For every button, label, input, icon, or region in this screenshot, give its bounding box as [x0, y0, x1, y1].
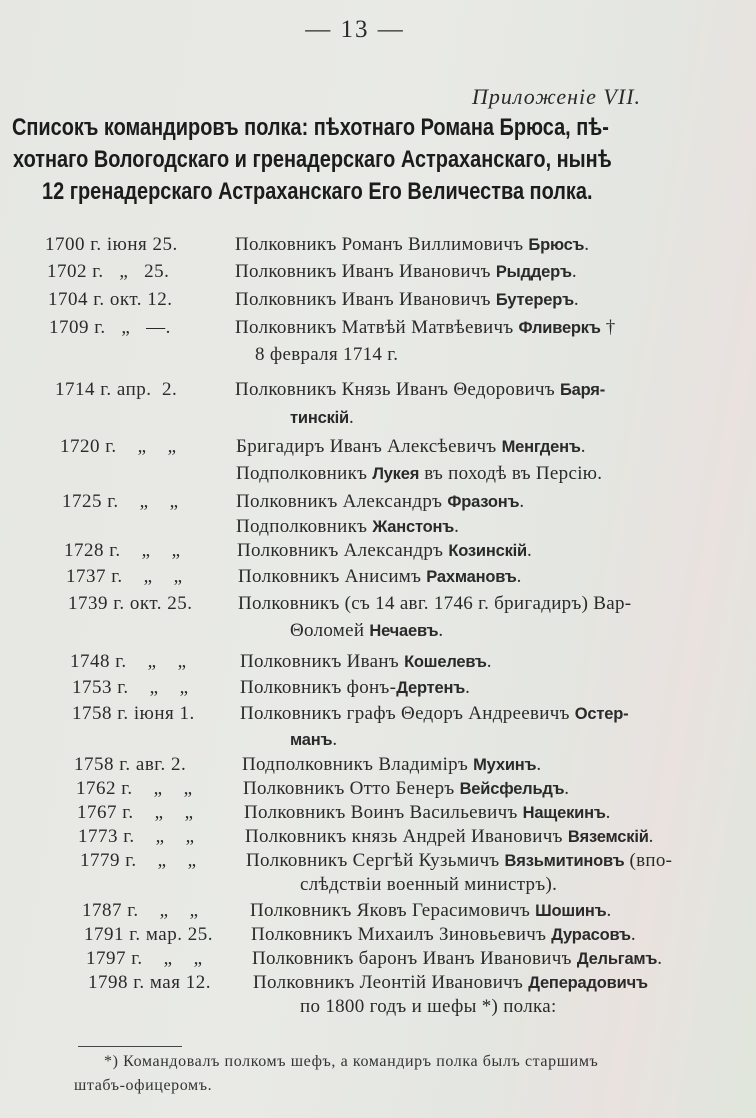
entry-suffix: .: [584, 234, 590, 255]
appendix-label: Приложеніе VII.: [472, 84, 642, 109]
row-entry: [244, 802, 611, 824]
row-entry: [235, 379, 605, 401]
commander-surname: Козинскій: [448, 542, 527, 560]
row-entry: [246, 850, 672, 872]
commander-surname: Жанстонъ: [372, 518, 455, 536]
row-entry: [290, 729, 337, 751]
entry-suffix: .: [465, 677, 471, 698]
row-date: 1791 г. мар. 25.: [84, 924, 213, 945]
row-date: 1779 г. „ „: [80, 850, 197, 871]
row-date: 1798 г. мая 12.: [88, 972, 211, 993]
row-date: 1720 г. „ „: [60, 436, 177, 457]
row-entry: [240, 703, 628, 725]
entry-suffix: .: [657, 948, 663, 969]
entry-text: Бригадиръ Иванъ Алексѣевичъ: [236, 436, 502, 457]
row-entry: [242, 754, 541, 776]
row-entry: [235, 261, 577, 283]
entry-text: Полковникъ Иванъ: [240, 651, 405, 672]
entry-text: Полковникъ Отто Бенеръ: [243, 778, 460, 799]
row-entry: [290, 407, 354, 429]
row-date: 1797 г. „ „: [86, 948, 203, 969]
entry-suffix: .: [571, 261, 577, 282]
commander-surname: Остер-: [574, 705, 629, 723]
entry-suffix: .: [648, 826, 654, 847]
entry-text: Полковникъ баронъ Иванъ Ивановичъ: [252, 948, 577, 969]
row-date: 1702 г. „ 25.: [47, 261, 170, 282]
entry-text: Полковникъ Матвѣй Матвѣевичъ: [235, 317, 519, 338]
row-date: 1767 г. „ „: [77, 802, 194, 823]
row-entry: [240, 651, 492, 673]
entry-suffix: въ походѣ въ Персію.: [419, 463, 603, 484]
entry-suffix: .: [438, 620, 444, 641]
row-entry: [236, 491, 524, 513]
entry-text: 8 февраля 1714 г.: [255, 344, 399, 365]
commander-surname: манъ: [290, 731, 333, 749]
entry-suffix: .: [564, 778, 570, 799]
entry-text: Подполковникъ: [236, 463, 373, 484]
commander-surname: Рахмановъ: [426, 568, 517, 586]
entry-suffix: .: [606, 900, 612, 921]
entry-text: Полковникъ Александръ: [236, 491, 448, 512]
row-date: 1725 г. „ „: [62, 491, 179, 512]
entry-suffix: .: [605, 802, 611, 823]
entry-text: Полковникъ Анисимъ: [238, 566, 427, 587]
row-entry: [235, 317, 616, 339]
entry-suffix: .: [573, 289, 579, 310]
entry-text: Полковникъ фонъ-: [240, 677, 397, 698]
commander-surname: Нечаевъ: [369, 622, 439, 640]
row-date: 1773 г. „ „: [78, 826, 195, 847]
title-line-3: 12 гренадерскаго Астраханскаго Его Величества полка.: [42, 178, 593, 205]
entry-text: Полковникъ князь Андрей Ивановичъ: [245, 826, 568, 847]
commander-surname: Дельгамъ: [576, 950, 658, 968]
entry-text: Полковникъ Князь Иванъ Θедоровичъ: [235, 379, 560, 400]
row-entry: [300, 996, 557, 1017]
row-date: 1748 г. „ „: [70, 651, 187, 672]
entry-text: Полковникъ Леонтій Ивановичъ: [253, 972, 529, 993]
footnote-divider: [78, 1046, 182, 1047]
row-entry: [235, 289, 579, 311]
commander-surname: Деперадовичъ: [528, 974, 648, 992]
row-entry: [240, 677, 470, 699]
row-entry: [236, 436, 586, 458]
row-entry: [236, 516, 459, 538]
row-date: 1714 г. апр. 2.: [55, 379, 178, 400]
entry-suffix: †: [600, 317, 616, 338]
commander-surname: Баря-: [560, 381, 606, 399]
entry-text: Полковникъ Воинъ Васильевичъ: [244, 802, 523, 823]
entry-text: Полковникъ Яковъ Герасимовичъ: [250, 900, 536, 921]
footnote-line-1: *) Командовалъ полкомъ шефъ, а командиръ полка былъ старшимъ: [104, 1053, 599, 1070]
commander-surname: Шошинъ: [535, 902, 607, 920]
entry-text: Θоломей: [290, 620, 370, 641]
row-date: 1762 г. „ „: [76, 778, 193, 799]
entry-suffix: .: [526, 540, 533, 561]
entry-text: Подполковникъ: [236, 516, 373, 537]
title-line-2: хотнаго Вологодскаго и гренадерскаго Астраханскаго, нынѣ: [13, 146, 612, 173]
entry-suffix: (впо-: [624, 850, 673, 871]
row-entry: [245, 826, 654, 848]
row-entry: [238, 566, 522, 588]
row-entry: [251, 924, 636, 946]
commander-surname: Рыддеръ: [495, 263, 572, 281]
entry-text: Полковникъ Сергѣй Кузьмичъ: [246, 850, 505, 871]
row-entry: [290, 620, 443, 642]
commander-surname: Бутереръ: [495, 291, 574, 309]
entry-suffix: .: [332, 729, 338, 750]
commander-surname: Менгденъ: [501, 438, 581, 456]
entry-text: Полковникъ Михаилъ Зиновьевичъ: [251, 924, 552, 945]
commander-surname: Лукея: [372, 465, 420, 483]
page-number: — 13 —: [305, 16, 405, 43]
entry-text: слѣдствіи военный министръ).: [300, 874, 558, 895]
entry-text: Полковникъ (съ 14 авг. 1746 г. бригадиръ) Вар-: [238, 593, 632, 614]
entry-text: Полковникъ Иванъ Ивановичъ: [235, 261, 496, 282]
commander-surname: Дертенъ: [396, 679, 466, 697]
row-entry: [238, 593, 631, 614]
entry-suffix: .: [516, 566, 522, 587]
footnote-line-2: штабъ-офицеромъ.: [74, 1077, 213, 1094]
entry-suffix: .: [454, 516, 460, 537]
row-entry: [300, 874, 557, 895]
entry-text: Полковникъ графъ Θедоръ Андреевичъ: [240, 703, 575, 724]
entry-suffix: .: [630, 924, 636, 945]
entry-text: Полковникъ Александръ: [237, 540, 449, 561]
entry-suffix: .: [486, 651, 492, 672]
row-entry: [243, 778, 569, 800]
entry-text: Полковникъ Романъ Виллимовичъ: [235, 234, 529, 255]
row-date: 1728 г. „ „: [64, 540, 181, 561]
commander-surname: Дурасовъ: [551, 926, 631, 944]
row-date: 1709 г. „ —.: [49, 317, 171, 338]
row-date: 1787 г. „ „: [82, 900, 199, 921]
row-entry: [250, 900, 612, 922]
row-entry: [237, 540, 532, 562]
entry-text: по 1800 годъ и шефы *) полка:: [300, 996, 557, 1017]
commander-surname: Вязьмитиновъ: [504, 852, 625, 870]
commander-surname: Нащекинъ: [522, 804, 606, 822]
row-date: 1758 г. авг. 2.: [74, 754, 187, 775]
row-date: 1737 г. „ „: [66, 566, 183, 587]
entry-suffix: .: [348, 407, 355, 428]
row-entry: [253, 972, 648, 994]
commander-surname: Кошелевъ: [404, 653, 487, 671]
title-line-1: Списокъ командировъ полка: пѣхотнаго Романа Брюса, пѣ-: [12, 114, 609, 141]
commander-surname: Вяземскій: [567, 828, 649, 846]
row-date: 1704 г. окт. 12.: [48, 289, 173, 310]
row-date: 1700 г. іюня 25.: [45, 234, 178, 255]
row-date: 1753 г. „ „: [72, 677, 189, 698]
commander-surname: тинскій: [290, 409, 349, 427]
entry-suffix: .: [580, 436, 586, 457]
commander-surname: Фливеркъ: [518, 319, 601, 337]
row-entry: [255, 344, 398, 365]
row-date: 1758 г. іюня 1.: [72, 703, 195, 724]
entry-suffix: .: [536, 754, 542, 775]
entry-suffix: .: [519, 491, 525, 512]
row-entry: [252, 948, 662, 970]
commander-surname: Брюсъ: [528, 236, 585, 254]
row-date: 1739 г. окт. 25.: [68, 593, 193, 614]
entry-text: Подполковникъ Владиміръ: [242, 754, 474, 775]
entry-text: Полковникъ Иванъ Ивановичъ: [235, 289, 496, 310]
row-entry: [236, 463, 602, 485]
row-entry: [235, 234, 589, 256]
commander-surname: Фразонъ: [447, 493, 520, 511]
commander-surname: Мухинъ: [473, 756, 537, 774]
commander-surname: Вейсфельдъ: [459, 780, 565, 798]
